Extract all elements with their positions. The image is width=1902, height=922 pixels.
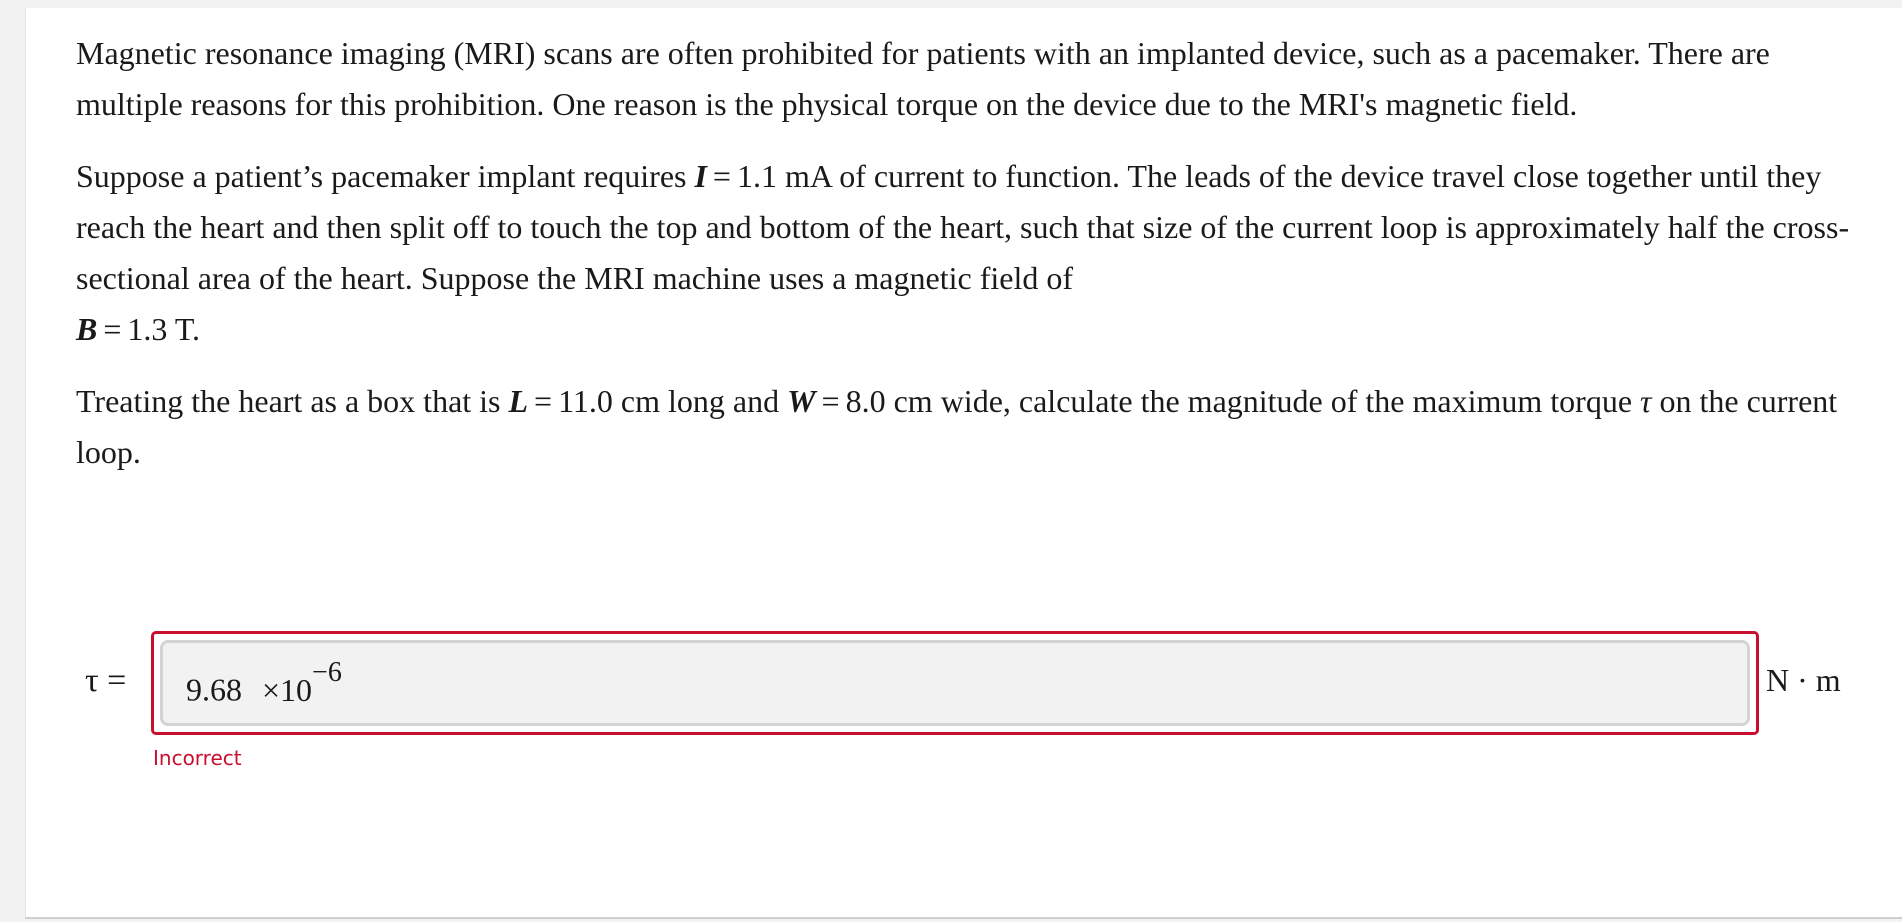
equals-sign: = — [103, 311, 122, 347]
equals-sign: = — [712, 158, 731, 194]
question-paragraph-setup — [76, 151, 1876, 355]
length-variable: L — [508, 383, 529, 419]
length-value: 11.0 cm — [558, 383, 660, 419]
torque-variable: τ — [1640, 383, 1652, 419]
width-variable: W — [787, 383, 816, 419]
answer-label: τ = — [85, 662, 127, 699]
equals-sign: = — [821, 383, 840, 419]
current-value: 1.1 mA — [736, 158, 832, 194]
incorrect-feedback: Incorrect — [153, 746, 242, 770]
task-text-c: wide, calculate the magnitude of the maximum torque — [932, 383, 1641, 419]
question-paragraph-intro — [76, 28, 1876, 130]
equals-sign: = — [534, 383, 553, 419]
answer-error-frame — [151, 631, 1759, 735]
question-paragraph-task — [76, 376, 1876, 478]
answer-unit: N · m — [1766, 662, 1841, 698]
field-variable: B — [76, 311, 98, 347]
answer-input[interactable] — [160, 640, 1750, 726]
field-value: 1.3 T — [127, 311, 192, 347]
width-value: 8.0 cm — [845, 383, 933, 419]
task-text-b: long and — [660, 383, 788, 419]
answer-row — [26, 622, 1902, 782]
setup-text-a: Suppose a patient’s pacemaker implant requires — [76, 158, 695, 194]
setup-period: . — [191, 311, 200, 347]
question-card — [25, 8, 1902, 919]
question-text — [76, 28, 1876, 478]
setup-text-b: of current to function. The leads of the device travel close together until they reach the heart and then split off to touch the top and bottom of the heart, such that size of the current loop is approximately half the cross-sectional area of the heart. Suppose the MRI machine uses a magnetic field of — [76, 158, 1850, 296]
answer-times-ten: ×10 — [262, 671, 313, 708]
answer-value — [186, 657, 342, 709]
task-text-a: Treating the heart as a box that is — [76, 383, 509, 419]
intro-text: Magnetic resonance imaging (MRI) scans are often prohibited for patients with an implanted device, such as a pacemaker. There are multiple reasons for this prohibition. One reason is the physical torque on the device due to the MRI's magnetic field. — [76, 35, 1770, 122]
task-text-d: on the current loop. — [76, 383, 1838, 470]
answer-exponent: −6 — [312, 657, 342, 688]
current-variable: I — [694, 158, 707, 194]
answer-mantissa: 9.68 — [186, 671, 242, 708]
